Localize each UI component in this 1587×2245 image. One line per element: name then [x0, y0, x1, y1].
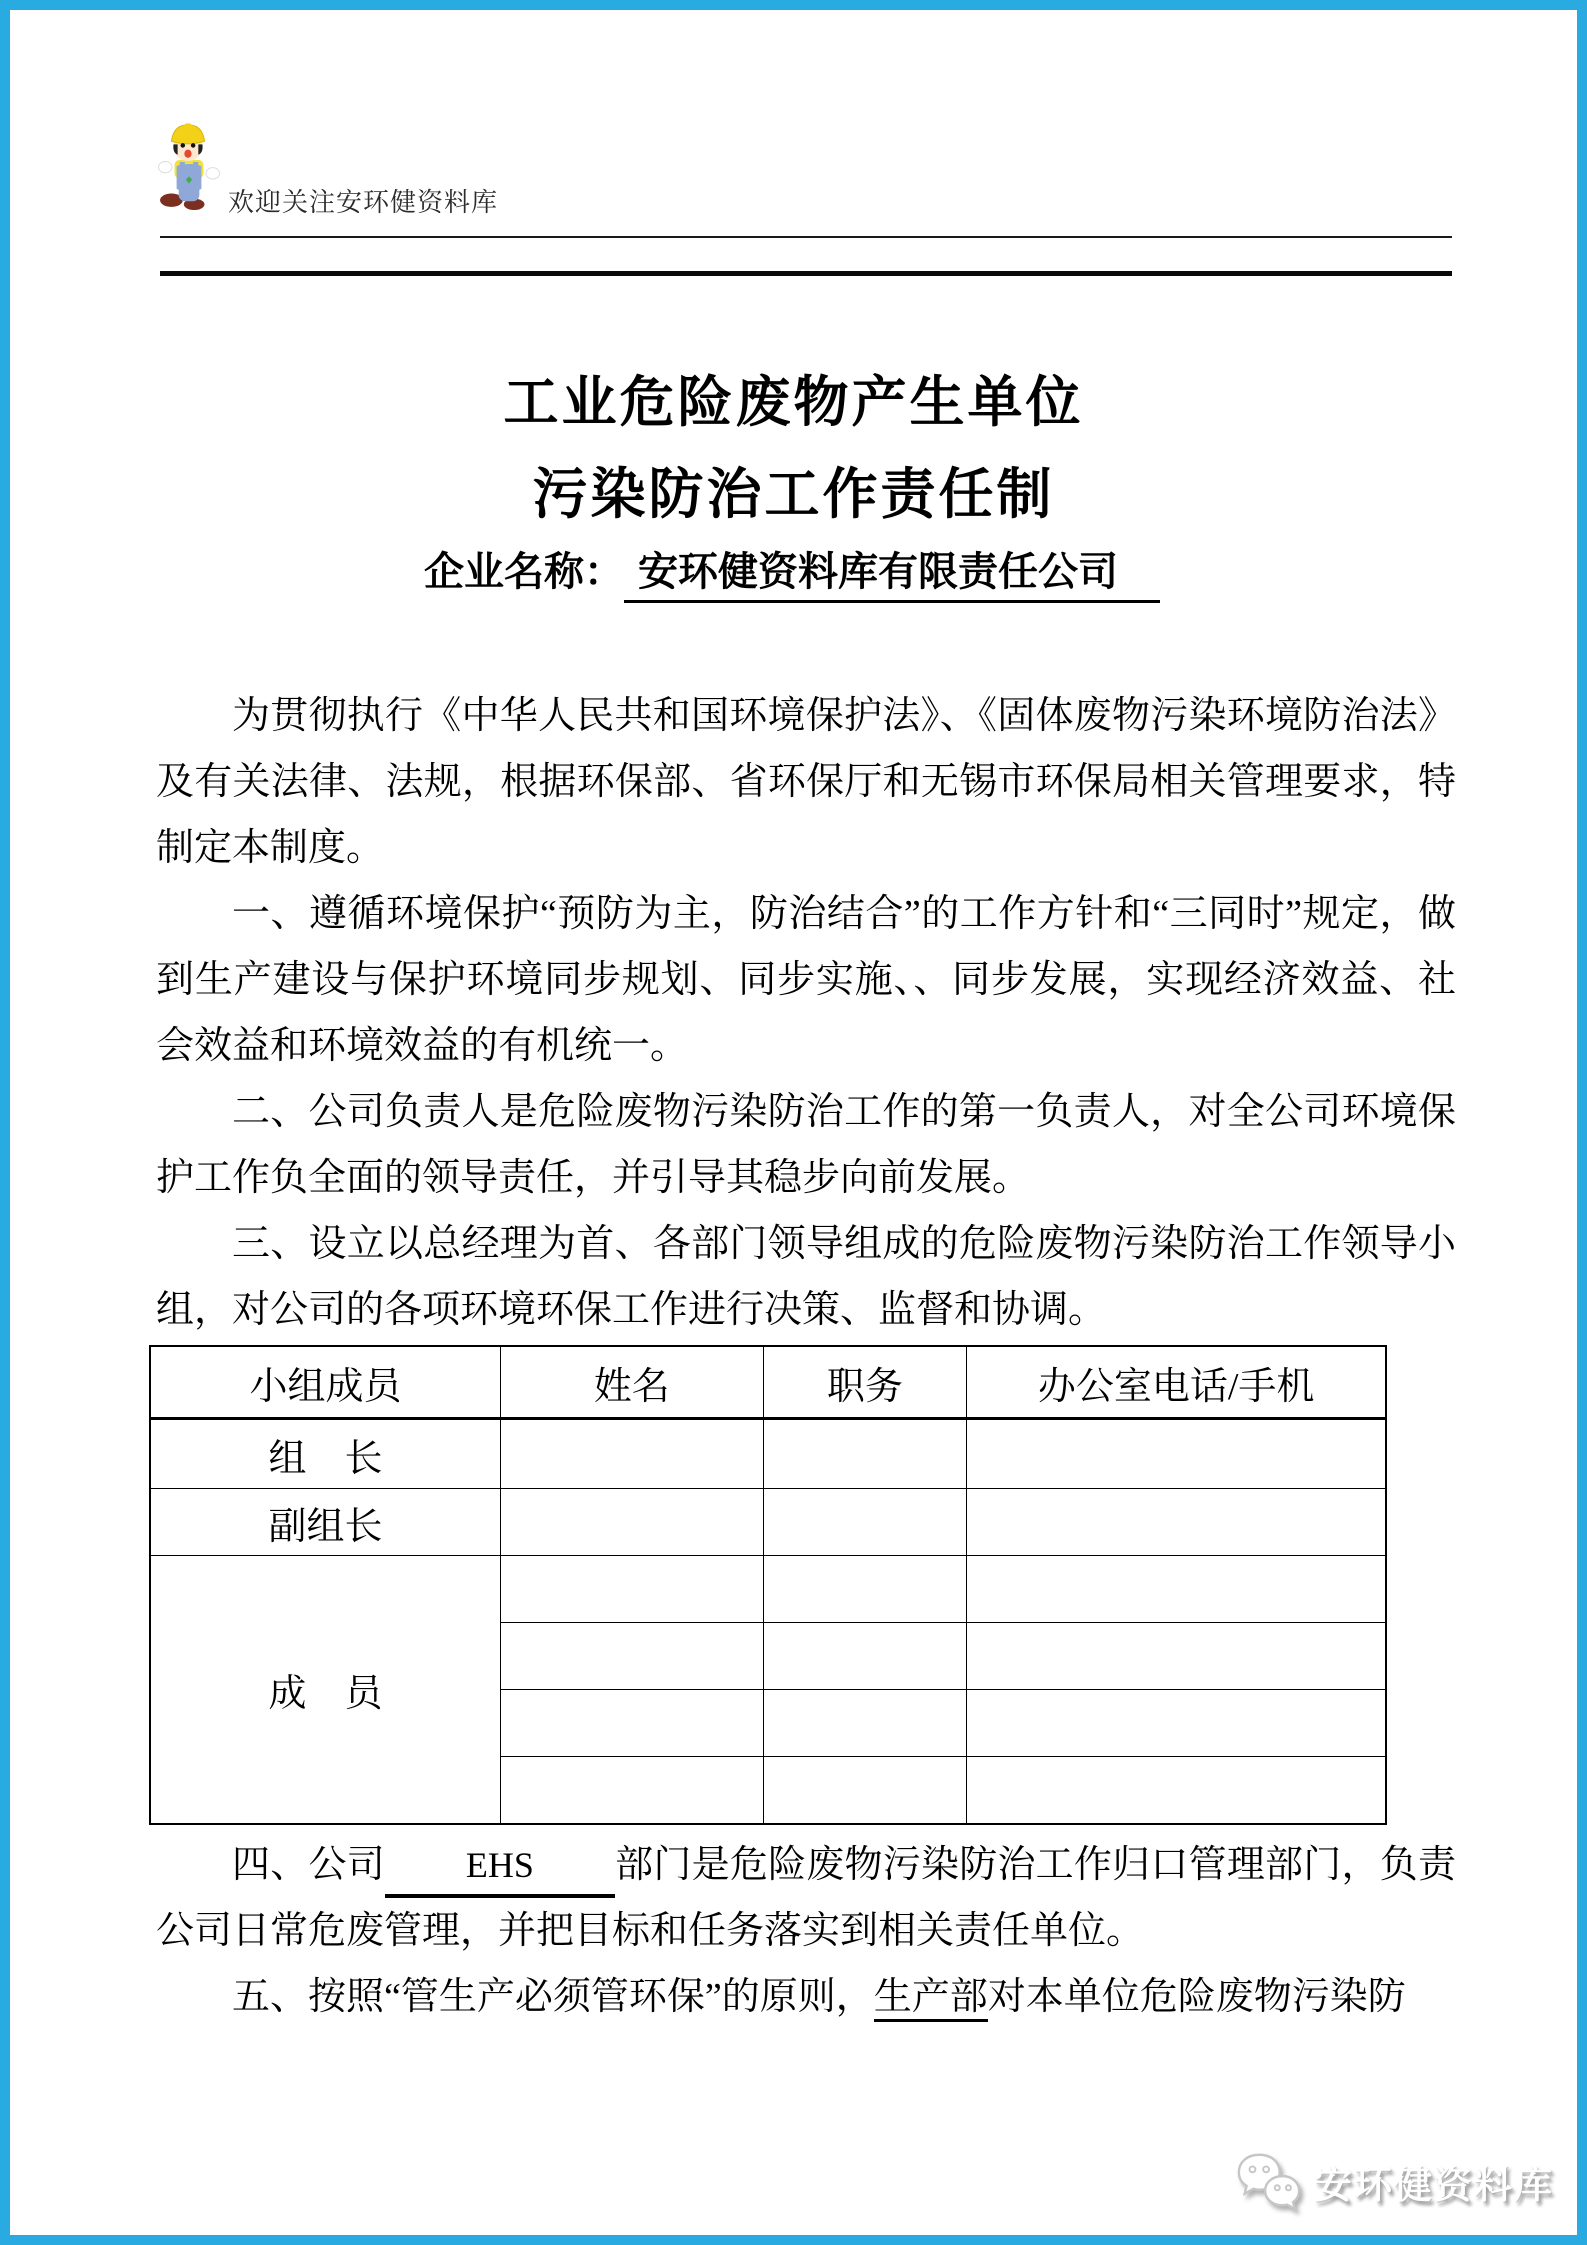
worker-mascot-icon [158, 116, 220, 210]
table-empty-cell [763, 1489, 967, 1556]
table-empty-cell [763, 1623, 967, 1690]
table-empty-cell [763, 1690, 967, 1757]
company-label: 企业名称： [424, 549, 624, 594]
paragraph-6-prefix: 五、按照“管生产必须管环保”的原则， [232, 1976, 874, 2018]
table-header-row [150, 1346, 1386, 1419]
body-text-five [156, 1964, 1496, 2030]
wechat-icon [1234, 2148, 1304, 2214]
footer-brand [1234, 2148, 1554, 2214]
doc-title-line2: 污染防治工作责任制 [532, 463, 1055, 525]
paragraph-2: 一、遵循环境保护“预防为主，防治结合”的工作方针和“三同时”规定，做到生产建设与保护环境同步规划、同步实施、、同步发展，实现经济效益、社会效益和环境效益的有机统一。 [156, 893, 1456, 1067]
production-dept-underlined: 生产部 [874, 1976, 988, 2022]
table-empty-cell [500, 1419, 763, 1489]
ehs-blank: EHS [385, 1836, 615, 1898]
table-row-leader [150, 1419, 1386, 1489]
row-label-deputy: 副组长 [150, 1489, 500, 1556]
table-empty-cell [967, 1690, 1386, 1757]
row-label-members: 成 员 [150, 1556, 500, 1825]
body-text-ehs [156, 1832, 1456, 1964]
paragraph-5-suffix: 部门是危险废物污染防治工作归口管理部门，负责公司日常危废管理，并把目标和任务落实到相关责任单位。 [156, 1844, 1456, 1952]
table-empty-cell [500, 1556, 763, 1623]
table-header-name: 姓名 [500, 1346, 763, 1419]
paragraph-6-suffix: 对本单位危险废物污染防 [987, 1976, 1406, 2018]
divider-thick [160, 271, 1452, 276]
paragraph-4: 三、设立以总经理为首、各部门领导组成的危险废物污染防治工作领导小组，对公司的各项环境环保工作进行决策、监督和协调。 [156, 1223, 1456, 1331]
paragraph-5-prefix: 四、公司 [232, 1844, 385, 1886]
paragraph-1: 为贯彻执行《中华人民共和国环境保护法》、《固体废物污染环境防治法》及有关法律、法规，根据环保部、省环保厅和无锡市环保局相关管理要求，特制定本制度。 [156, 695, 1456, 869]
table-header-phone: 办公室电话/手机 [967, 1346, 1386, 1419]
paragraph-6 [156, 1964, 1496, 2030]
table-empty-cell [500, 1489, 763, 1556]
table-empty-cell [967, 1757, 1386, 1825]
row-label-leader: 组 长 [150, 1419, 500, 1489]
paragraph-5 [156, 1832, 1456, 1964]
banner-text: 欢迎关注安环健资料库 [228, 188, 499, 217]
table-empty-cell [500, 1690, 763, 1757]
divider-thin [160, 236, 1452, 238]
table-header-member: 小组成员 [150, 1346, 500, 1419]
table-empty-cell [500, 1623, 763, 1690]
doc-title-line1: 工业危险废物产生单位 [503, 371, 1084, 433]
leadership-table [149, 1345, 1387, 1825]
table-empty-cell [500, 1757, 763, 1825]
table-header-title: 职务 [763, 1346, 967, 1419]
table-empty-cell [763, 1757, 967, 1825]
body-text [156, 683, 1456, 1343]
table-empty-cell [763, 1419, 967, 1489]
table-row-member-1 [150, 1556, 1386, 1623]
company-name: 安环健资料库有限责任公司 [624, 549, 1160, 603]
footer-brand-text: 安环健资料库 [1314, 2164, 1555, 2207]
table-empty-cell [967, 1623, 1386, 1690]
company-line [424, 540, 1160, 597]
table-empty-cell [763, 1556, 967, 1623]
paragraph-3: 二、公司负责人是危险废物污染防治工作的第一负责人，对全公司环境保护工作负全面的领导责任，并引导其稳步向前发展。 [156, 1091, 1456, 1199]
table-empty-cell [967, 1489, 1386, 1556]
table-empty-cell [967, 1556, 1386, 1623]
table-row-deputy [150, 1489, 1386, 1556]
table-empty-cell [967, 1419, 1386, 1489]
